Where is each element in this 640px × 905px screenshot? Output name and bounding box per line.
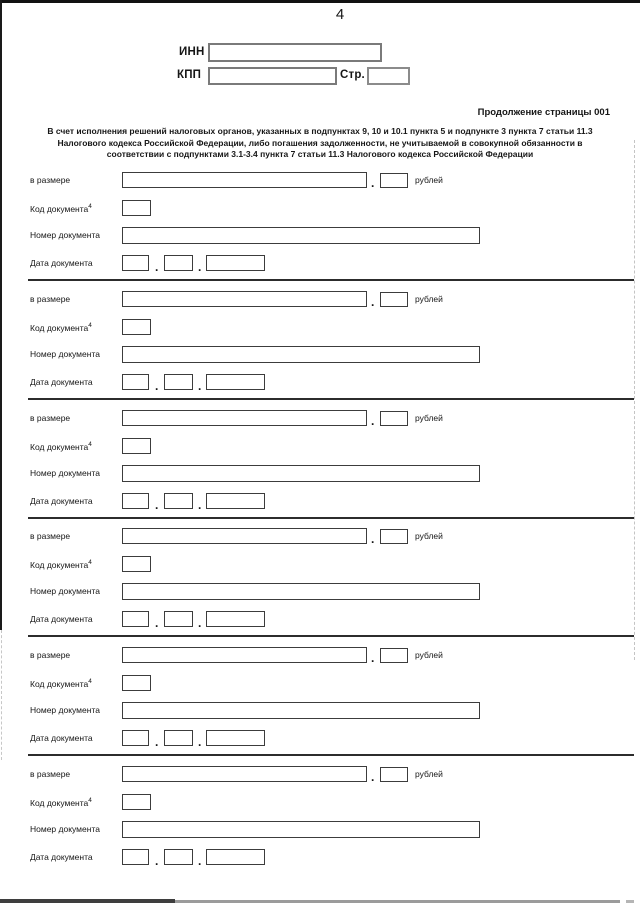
doc-number-label: Номер документа — [30, 586, 100, 596]
section-heading-line: соответствии с подпунктами 3.1-3.4 пункта 7 статьи 11.3 Налогового кодекса Российской Федерации — [106, 149, 534, 160]
block-divider — [28, 398, 634, 400]
rubles-label: рублей — [415, 413, 443, 423]
doc-code-label-text: Код документа — [30, 323, 89, 333]
amount-kopecks-input[interactable] — [380, 648, 408, 663]
doc-number-input[interactable] — [122, 227, 480, 244]
doc-number-label: Номер документа — [30, 349, 100, 359]
doc-number-label: Номер документа — [30, 230, 100, 240]
doc-date-month-input[interactable] — [164, 730, 193, 746]
doc-date-day-input[interactable] — [122, 374, 149, 390]
doc-number-input[interactable] — [122, 702, 480, 719]
page-num-label: Стр. — [340, 69, 365, 81]
rubles-label: рублей — [415, 531, 443, 541]
payment-block — [0, 402, 640, 521]
doc-code-footnote-mark: 4 — [88, 678, 92, 685]
inn-label: ИНН — [179, 46, 205, 58]
doc-code-label-text: Код документа — [30, 679, 89, 689]
doc-number-input[interactable] — [122, 583, 480, 600]
payment-block — [0, 520, 640, 639]
doc-date-label: Дата документа — [30, 733, 93, 743]
doc-code-label — [30, 322, 92, 333]
doc-code-footnote-mark: 4 — [88, 322, 92, 329]
doc-date-month-input[interactable] — [164, 255, 193, 271]
doc-date-month-input[interactable] — [164, 611, 193, 627]
doc-code-label — [30, 441, 92, 452]
doc-number-input[interactable] — [122, 821, 480, 838]
kpp-input[interactable] — [208, 67, 337, 85]
payment-block — [0, 758, 640, 877]
amount-label: в размере — [30, 413, 71, 423]
doc-code-label-text: Код документа — [30, 442, 89, 452]
amount-label: в размере — [30, 769, 71, 779]
doc-date-day-input[interactable] — [122, 493, 149, 509]
block-divider — [28, 279, 634, 281]
block-divider — [28, 635, 634, 637]
sheet-number: 4 — [335, 6, 345, 23]
date-separator: . — [198, 616, 202, 630]
decimal-separator: . — [371, 414, 375, 428]
doc-code-label — [30, 678, 92, 689]
doc-date-year-input[interactable] — [206, 493, 265, 509]
doc-code-footnote-mark: 4 — [88, 559, 92, 566]
doc-code-input[interactable] — [122, 438, 151, 454]
date-separator: . — [198, 498, 202, 512]
block-divider — [28, 517, 634, 519]
date-separator: . — [155, 735, 159, 749]
doc-date-day-input[interactable] — [122, 730, 149, 746]
date-separator: . — [198, 260, 202, 274]
decimal-separator: . — [371, 651, 375, 665]
date-separator: . — [155, 616, 159, 630]
doc-code-label-text: Код документа — [30, 560, 89, 570]
section-heading-line: В счет исполнения решений налоговых органов, указанных в подпунктах 9, 10 и 10.1 пункта 5 и подпункте 3 пункта 7 статьи 11.3 — [47, 126, 593, 136]
date-separator: . — [155, 379, 159, 393]
amount-label: в размере — [30, 175, 71, 185]
doc-code-label — [30, 203, 92, 214]
decimal-separator: . — [371, 295, 375, 309]
doc-code-input[interactable] — [122, 200, 151, 216]
rubles-label: рублей — [415, 175, 443, 185]
amount-rubles-input[interactable] — [122, 172, 367, 188]
doc-date-label: Дата документа — [30, 377, 93, 387]
page-bottom-bar-tick — [626, 900, 634, 903]
rubles-label: рублей — [415, 650, 443, 660]
doc-date-year-input[interactable] — [206, 374, 265, 390]
doc-date-label: Дата документа — [30, 496, 93, 506]
amount-rubles-input[interactable] — [122, 647, 367, 663]
amount-rubles-input[interactable] — [122, 291, 367, 307]
doc-number-label: Номер документа — [30, 468, 100, 478]
amount-rubles-input[interactable] — [122, 766, 367, 782]
amount-label: в размере — [30, 650, 71, 660]
doc-date-year-input[interactable] — [206, 849, 265, 865]
payment-block — [0, 164, 640, 283]
doc-date-year-input[interactable] — [206, 255, 265, 271]
kpp-label: КПП — [177, 69, 202, 81]
doc-number-label: Номер документа — [30, 705, 100, 715]
doc-date-month-input[interactable] — [164, 493, 193, 509]
page-bottom-bar-light — [175, 900, 620, 903]
doc-number-input[interactable] — [122, 465, 480, 482]
doc-code-label — [30, 797, 92, 808]
inn-input[interactable] — [208, 43, 382, 62]
doc-date-label: Дата документа — [30, 258, 93, 268]
amount-label: в размере — [30, 294, 71, 304]
page-bottom-bar-dark — [0, 899, 175, 903]
date-separator: . — [198, 379, 202, 393]
doc-code-input[interactable] — [122, 794, 151, 810]
doc-date-day-input[interactable] — [122, 255, 149, 271]
doc-code-label — [30, 559, 92, 570]
doc-date-month-input[interactable] — [164, 849, 193, 865]
decimal-separator: . — [371, 176, 375, 190]
rubles-label: рублей — [415, 294, 443, 304]
decimal-separator: . — [371, 532, 375, 546]
amount-kopecks-input[interactable] — [380, 292, 408, 307]
doc-number-label: Номер документа — [30, 824, 100, 834]
continuation-note: Продолжение страницы 001 — [477, 107, 610, 118]
block-divider — [28, 754, 634, 756]
doc-code-input[interactable] — [122, 556, 151, 572]
payment-block — [0, 283, 640, 402]
amount-kopecks-input[interactable] — [380, 767, 408, 782]
amount-rubles-input[interactable] — [122, 410, 367, 426]
section-heading — [28, 126, 612, 161]
amount-kopecks-input[interactable] — [380, 411, 408, 426]
rubles-label: рублей — [415, 769, 443, 779]
doc-date-label: Дата документа — [30, 614, 93, 624]
doc-code-footnote-mark: 4 — [88, 203, 92, 210]
page-num-input[interactable] — [367, 67, 410, 85]
doc-date-month-input[interactable] — [164, 374, 193, 390]
date-separator: . — [155, 854, 159, 868]
date-separator: . — [198, 735, 202, 749]
doc-date-year-input[interactable] — [206, 611, 265, 627]
date-separator: . — [198, 854, 202, 868]
doc-code-input[interactable] — [122, 675, 151, 691]
page-top-border — [0, 0, 640, 3]
doc-date-day-input[interactable] — [122, 849, 149, 865]
amount-kopecks-input[interactable] — [380, 529, 408, 544]
date-separator: . — [155, 260, 159, 274]
section-heading-line: Налогового кодекса Российской Федерации, либо погашения задолженности, не учитываемой в совокупной обязанности в — [57, 137, 583, 148]
amount-kopecks-input[interactable] — [380, 173, 408, 188]
doc-code-label-text: Код документа — [30, 798, 89, 808]
doc-code-footnote-mark: 4 — [88, 441, 92, 448]
amount-rubles-input[interactable] — [122, 528, 367, 544]
doc-date-day-input[interactable] — [122, 611, 149, 627]
doc-date-label: Дата документа — [30, 852, 93, 862]
doc-code-footnote-mark: 4 — [88, 797, 92, 804]
doc-number-input[interactable] — [122, 346, 480, 363]
decimal-separator: . — [371, 770, 375, 784]
doc-code-input[interactable] — [122, 319, 151, 335]
doc-date-year-input[interactable] — [206, 730, 265, 746]
date-separator: . — [155, 498, 159, 512]
payment-block — [0, 639, 640, 758]
doc-code-label-text: Код документа — [30, 204, 89, 214]
amount-label: в размере — [30, 531, 71, 541]
